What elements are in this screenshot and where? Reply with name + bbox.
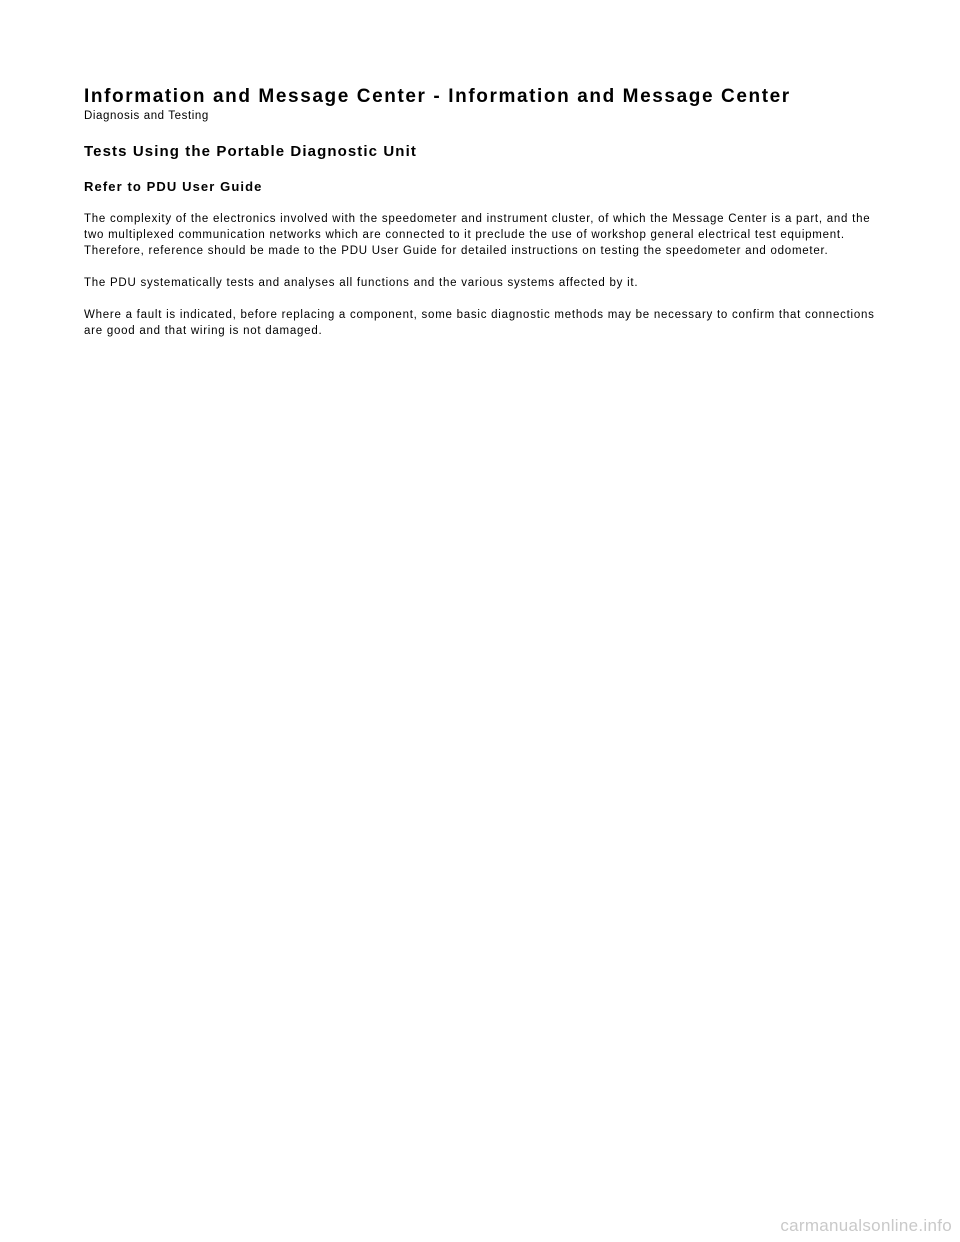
- paragraph-pdu-tests: The PDU systematically tests and analyses all functions and the various systems affected by it.: [84, 277, 639, 289]
- document-subtitle: Diagnosis and Testing: [84, 110, 209, 122]
- watermark: carmanualsonline.info: [780, 1216, 952, 1235]
- section-heading: Tests Using the Portable Diagnostic Unit: [84, 143, 417, 160]
- document-title: Information and Message Center - Information and Message Center: [84, 86, 791, 107]
- sub-heading: Refer to PDU User Guide: [84, 179, 263, 194]
- paragraph-fault-indicated: Where a fault is indicated, before replacing a component, some basic diagnostic methods may be necessary to confirm that connections are good and that wiring is not damaged.: [84, 309, 875, 337]
- document-page: [84, 86, 884, 339]
- paragraph-complexity: The complexity of the electronics involved with the speedometer and instrument cluster, of which the Message Center is a part, and the two multiplexed communication networks which are connected to it preclude the use of workshop general electrical test equipment. Therefore, reference should be made to the PDU User Guide for detailed instructions on testing the speedometer and odometer.: [84, 213, 871, 257]
